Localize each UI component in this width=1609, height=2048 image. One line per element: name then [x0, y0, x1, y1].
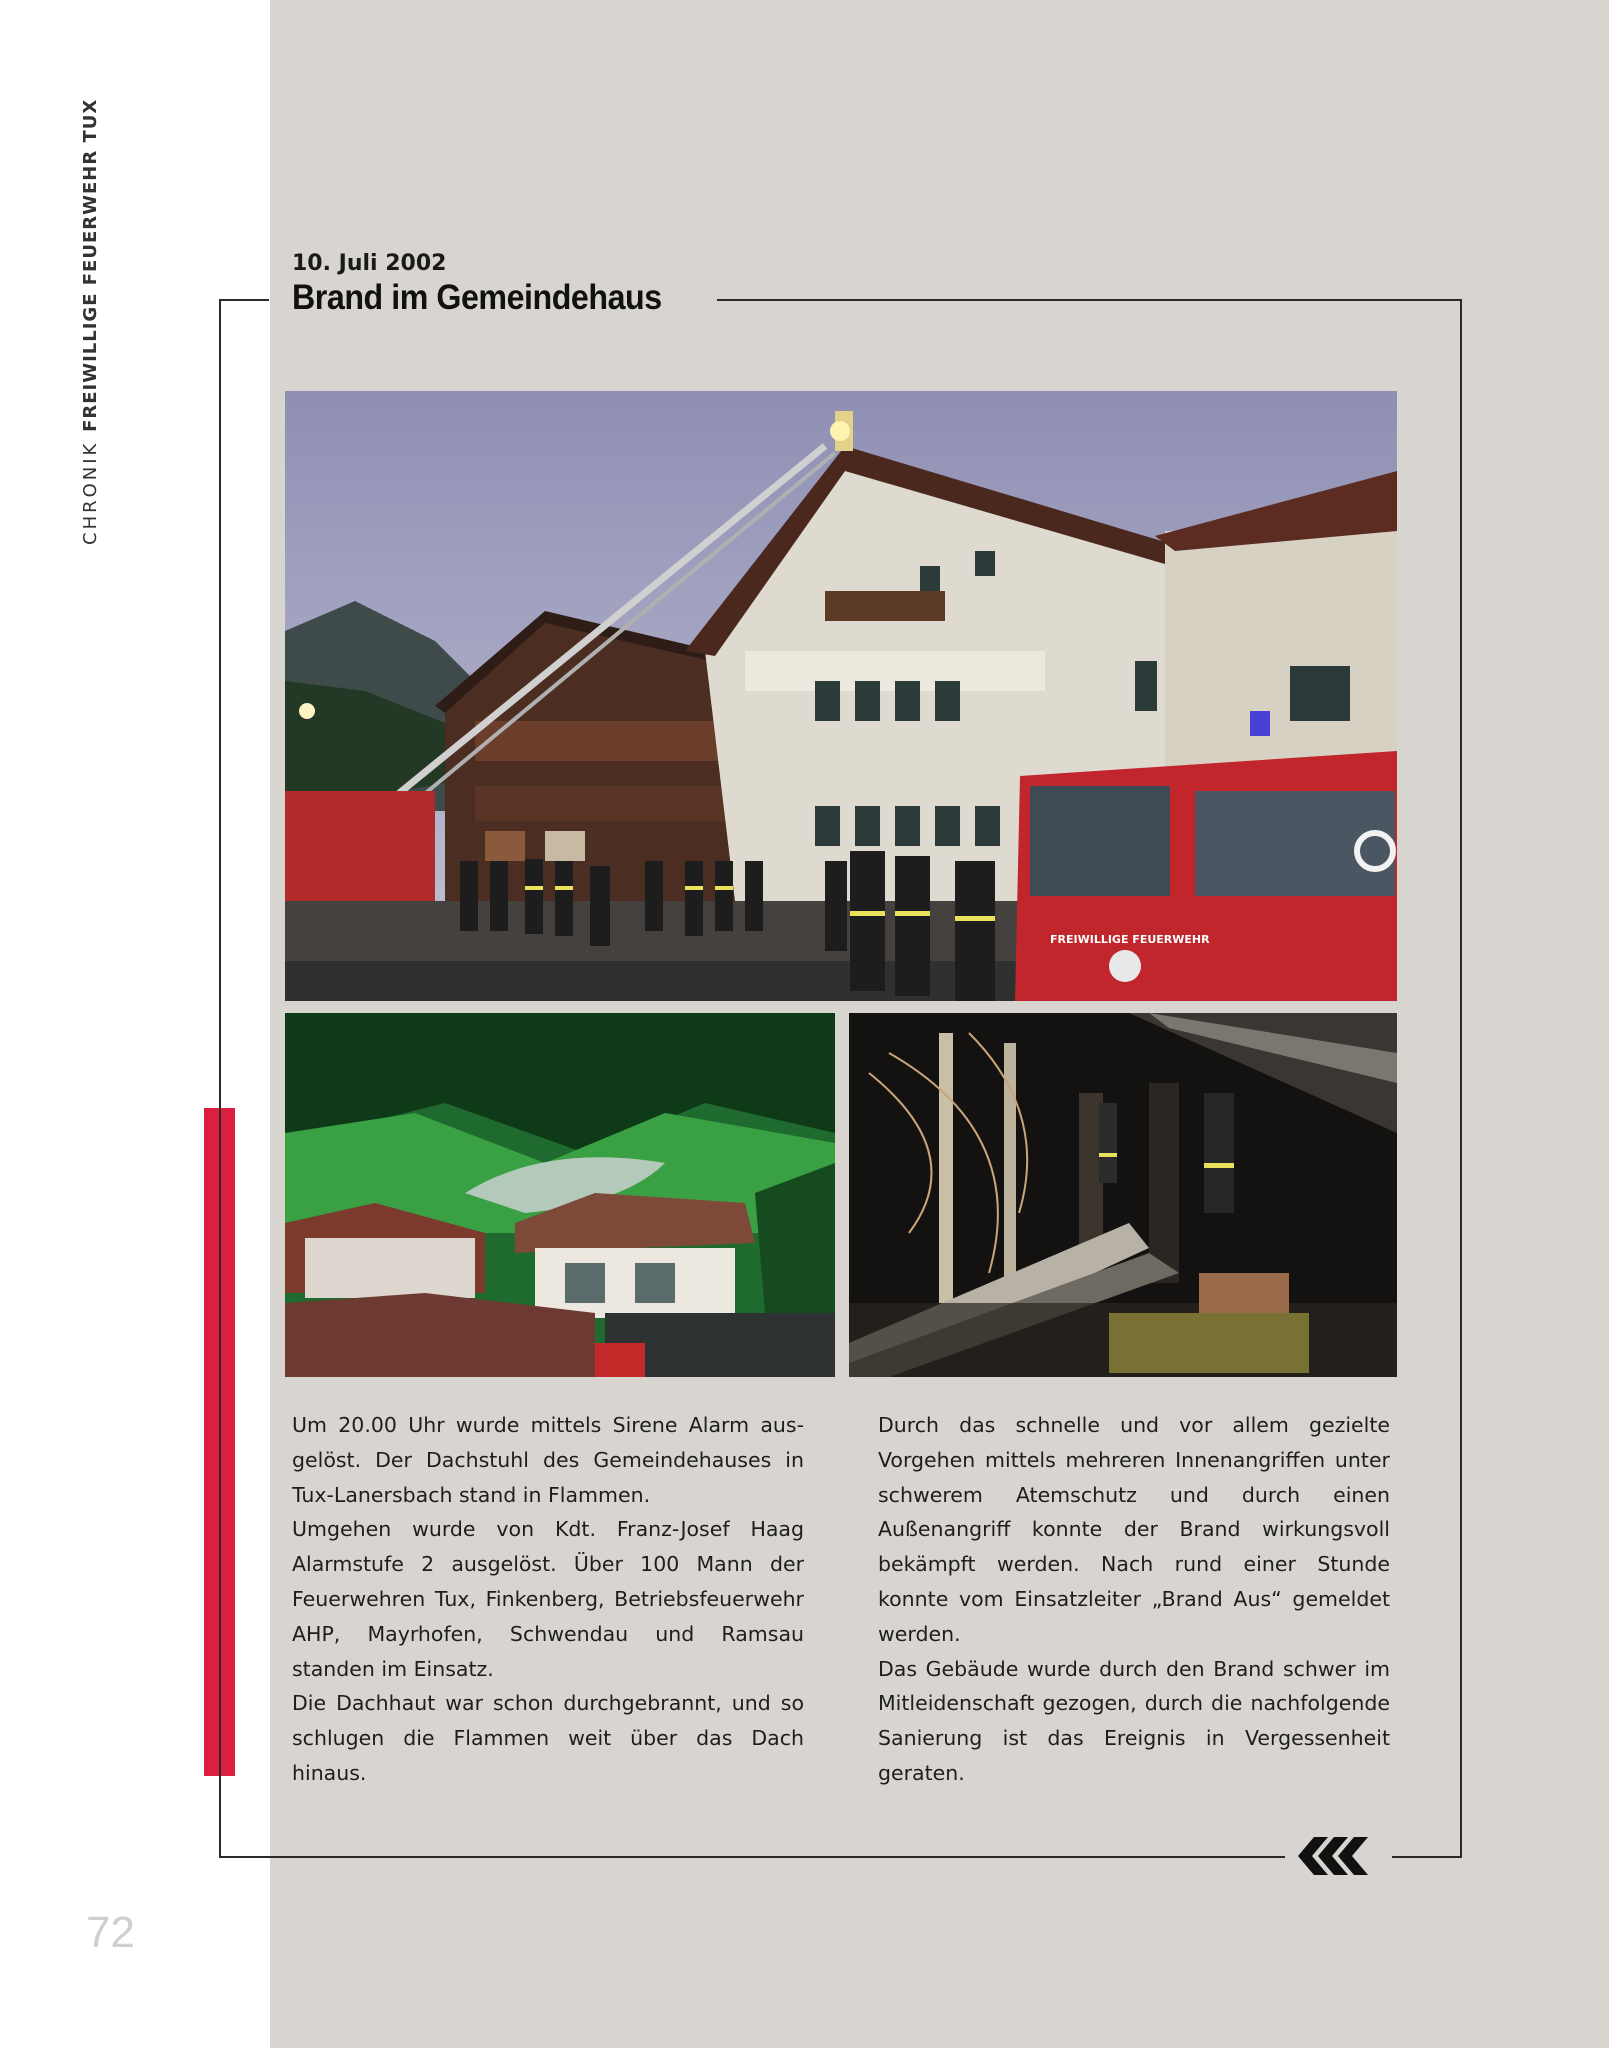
paragraph: Das Gebäude wurde durch den Brand schwer im Mitleidenschaft gezogen, durch die nachfolgende Sanierung ist das Ereignis in Vergessenheit geraten.	[878, 1656, 1390, 1785]
frame-line-bottom-left	[219, 1856, 1285, 1858]
frame-line-top-left	[219, 299, 269, 301]
photo-valley-smoke	[285, 1013, 835, 1377]
running-header	[80, 99, 101, 545]
paragraph: Durch das schnelle und vor allem gezielte Vorgehen mittels mehreren Innenangriffen unter schwerem Atemschutz und durch einen Außenangriff konnte der Brand wirkungsvoll bekämpft werden. Nach rund einer Stunde konnte vom Einsatzleiter „Brand Aus“ gemeldet werden.	[878, 1413, 1390, 1646]
page-number: 72	[86, 1908, 135, 1957]
paragraph: Die Dachhaut war schon durchgebrannt, und so schlugen die Flammen weit über das Dach hinaus.	[292, 1691, 804, 1785]
body-column-left	[292, 1408, 804, 1791]
frame-line-right	[1460, 299, 1462, 1858]
article-title: Brand im Gemeindehaus	[292, 278, 662, 317]
paragraph: Um 20.00 Uhr wurde mittels Sirene Alarm ausgelöst. Der Dachstuhl des Gemeindehauses in Tux-Lanersbach stand in Flammen.	[292, 1413, 804, 1507]
paragraph: Umgehen wurde von Kdt. Franz-Josef Haag Alarmstufe 2 ausgelöst. Über 100 Mann der Feuerwehren Tux, Finkenberg, Betriebsfeuerwehr AHP, Mayrhofen, Schwendau und Ramsau standen im Einsatz.	[292, 1517, 804, 1681]
photo-burnt-attic	[849, 1013, 1397, 1377]
photo-fire-brigade-at-gemeindehaus	[285, 391, 1397, 1001]
frame-line-left	[219, 299, 221, 1858]
body-column-right	[878, 1408, 1390, 1791]
truck-door-lettering: FREIWILLIGE FEUERWEHR	[1050, 933, 1210, 946]
frame-line-top-right	[717, 299, 1462, 301]
running-header-chronik: CHRONIK	[80, 431, 101, 545]
article-date: 10. Juli 2002	[292, 251, 447, 276]
running-header-brand: FREIWILLIGE FEUERWEHR TUX	[80, 98, 101, 432]
frame-line-bottom-right	[1392, 1856, 1462, 1858]
double-chevron-left-icon	[1290, 1833, 1382, 1879]
